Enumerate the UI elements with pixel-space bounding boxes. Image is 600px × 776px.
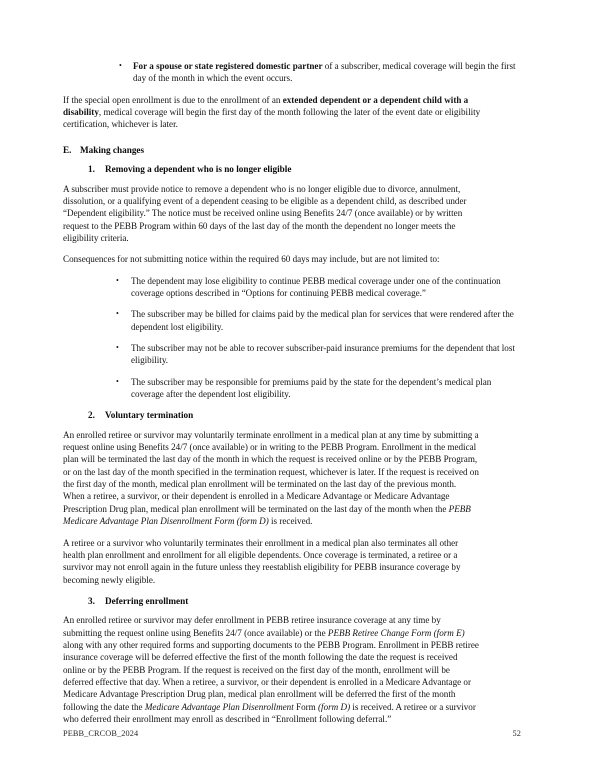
bullet-text: The subscriber may be billed for claims paid by the medical plan for services that were rendered after the dependent lost eligibility. xyxy=(131,309,514,332)
de-part4: is received. A retiree or a survivor who deferred their enrollment may enroll as described in “Enrollment following deferral.” xyxy=(63,701,476,725)
subsection-heading-1 xyxy=(88,163,521,175)
subsection-marker-1: 1. xyxy=(88,164,95,175)
list-item xyxy=(116,376,521,401)
bullet-text: The subscriber may be responsible for premiums paid by the state for the dependent’s medical plan coverage after the dependent lost eligibility. xyxy=(131,376,492,399)
subsection-title-1: Removing a dependent who is no longer eligible xyxy=(105,164,292,175)
de-part1: An enrolled retiree or survivor may defer enrollment in PEBB retiree insurance coverage at any time by submitting the request online using Benefits 24/7 (once available) or the xyxy=(63,615,441,638)
subsection-title-2: Voluntary termination xyxy=(105,410,194,421)
subsection-title-3: Deferring enrollment xyxy=(105,595,189,606)
removing-dependent-paragraph-2: Consequences for not submitting notice within the required 60 days may include, but are not limited to: xyxy=(63,254,440,265)
deferring-enrollment-paragraph-1 xyxy=(63,614,479,725)
soe-bold1: extended dependent or a dependent child with a disability xyxy=(63,94,469,118)
bullet-icon: • xyxy=(119,61,122,70)
list-item xyxy=(119,60,521,85)
footer-page-number: 52 xyxy=(512,729,521,738)
subsection-marker-3: 3. xyxy=(88,595,95,606)
bullet-text: The dependent may lose eligibility to continue PEBB medical coverage under one of the continuation coverage options described in “Options for continuing PEBB medical coverage.” xyxy=(131,275,501,298)
soe-part2: , medical coverage will begin the first day of the month following the later of the event date or eligibility certification, whichever is later. xyxy=(63,107,481,130)
bullet-icon: • xyxy=(116,275,119,285)
list-item xyxy=(116,308,521,333)
de-part2: along with any other required forms and supporting documents to the PEBB Program. Enrollment in PEBB retiree insurance coverage will be deferred effective the first of the month following the date the request is received online or by the PEBB Program. If the request is received on the first day of the month, enrollment will be deferred effective that day. When a retiree, a survivor, or their dependent is enrolled in a Medicare Advantage or Medicare Advantage Prescription Drug plan, medical plan enrollment will be deferred the first of the month following the date the xyxy=(63,639,479,712)
list-item xyxy=(116,342,521,367)
subsection-heading-3 xyxy=(88,595,521,607)
bullet-rest: of a subscriber, medical coverage will begin the first day of the month in which the event occurs. xyxy=(133,61,516,84)
subsection-heading-2 xyxy=(88,409,521,421)
vt-part1: An enrolled retiree or survivor may voluntarily terminate enrollment in a medical plan at any time by submitting a request online using Benefits 24/7 (once available) or in writing to the PEBB Program. Enrollment in the medical plan will be terminated the last day of the month in which the request is received online or by the PEBB Program, or on the last day of the month specified in the termination request, whichever is later. If the request is received on the first day of the month, medical plan enrollment will be terminated on the last day of the previous month. When a retiree, a survivor, or their dependent is enrolled in a Medicare Advantage or Medicare Advantage Prescription Drug plan, medical plan enrollment will be terminated on the last day of the month when the xyxy=(63,429,479,514)
bullet-icon: • xyxy=(116,342,119,352)
page-content xyxy=(63,60,521,734)
section-heading-e xyxy=(63,144,521,156)
bullet-icon: • xyxy=(116,309,119,319)
consequences-bullet-list xyxy=(116,275,521,401)
voluntary-termination-paragraph-2: A retiree or a survivor who voluntarily terminates their enrollment in a medical plan also terminates all other health plan enrollment and enrollment for all eligible dependents. Once coverage is terminated, a retiree or a survivor may not enroll again in the future unless they reestablish eligibility for PEBB insurance coverage by becoming newly eligible. xyxy=(63,537,461,585)
bullet-icon: • xyxy=(116,376,119,386)
de-italic-form-d: (form D) xyxy=(318,701,351,712)
spouse-coverage-bullet-list xyxy=(119,60,521,85)
de-italic-form-e: PEBB Retiree Change Form (form E) xyxy=(327,627,465,638)
bullet-text: The subscriber may not be able to recover subscriber-paid insurance premiums for the dependent that lost eligibility. xyxy=(131,342,515,366)
list-item xyxy=(116,275,521,300)
subsection-marker-2: 2. xyxy=(88,410,95,421)
vt-italic-form-d: PEBB Medicare Advantage Plan Disenrollment Form (form D) xyxy=(63,503,471,527)
de-part3: Form xyxy=(293,701,319,712)
vt-part2: is received. xyxy=(268,516,313,527)
de-italic-disenrollment: Medicare Advantage Plan Disenrollment xyxy=(144,701,294,712)
bullet-text xyxy=(133,60,521,85)
section-marker-e: E. xyxy=(63,144,72,155)
footer-document-id: PEBB_CRCOB_2024 xyxy=(63,729,139,738)
special-open-enrollment-paragraph xyxy=(63,94,496,131)
soe-part1: If the special open enrollment is due to the enrollment of an xyxy=(63,94,283,105)
bullet-lead-bold: For a spouse or state registered domestic partner xyxy=(133,61,323,71)
section-title-e: Making changes xyxy=(80,144,145,155)
page-footer xyxy=(63,729,521,738)
removing-dependent-paragraph-1: A subscriber must provide notice to remove a dependent who is no longer eligible due to divorce, annulment, dissolution, or a qualifying event of a dependent ceasing to be eligible as a dependent child, as described under “Dependent eligibility.” The notice must be received online using Benefits 24/7 (once available) or by written request to the PEBB Program within 60 days of the last day of the month the dependent no longer meets the eligibility criteria. xyxy=(63,183,467,243)
voluntary-termination-paragraph-1 xyxy=(63,429,479,528)
